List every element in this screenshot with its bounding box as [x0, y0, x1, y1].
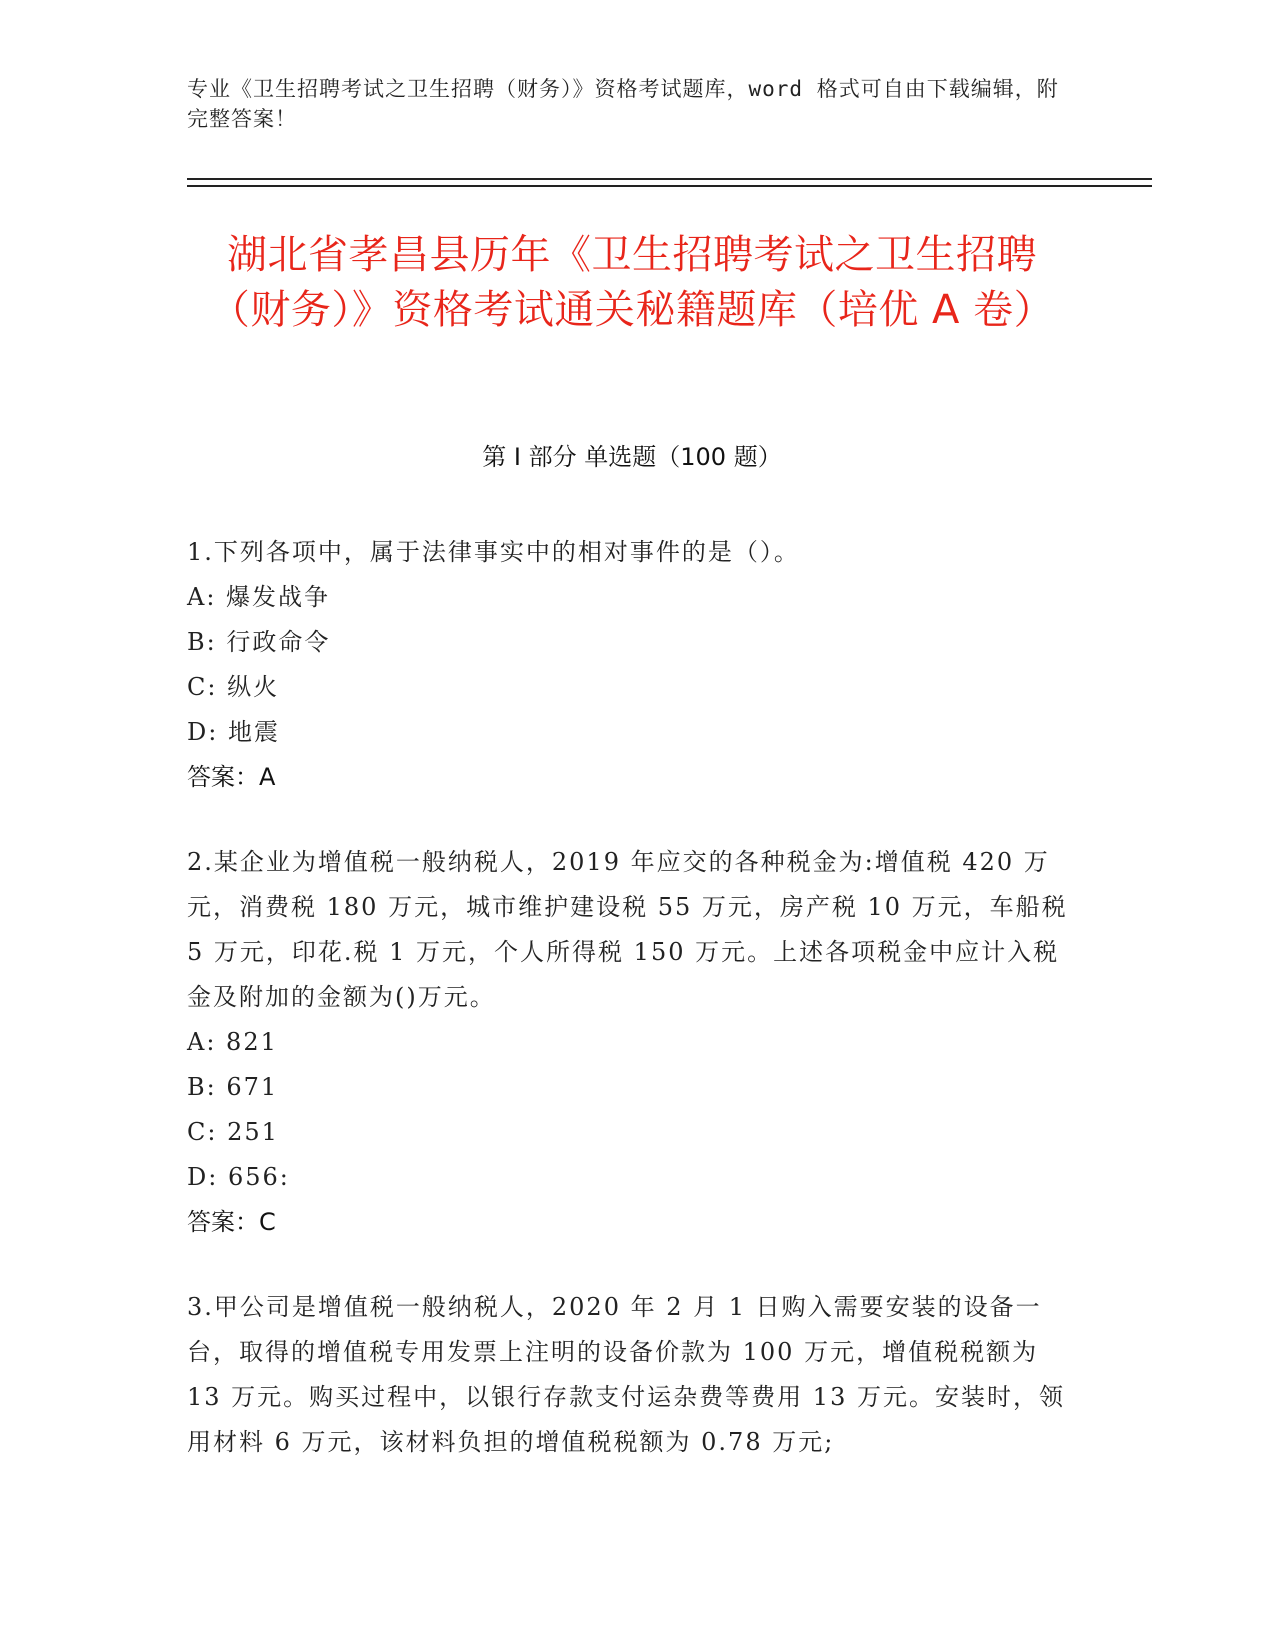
document-title: 湖北省孝昌县历年《卫生招聘考试之卫生招聘（财务）》资格考试通关秘籍题库（培优 A 卷） — [209, 232, 1055, 333]
option-a: A: 821 — [187, 1028, 278, 1056]
question-1 — [187, 530, 1077, 800]
question-stem: 2.某企业为增值税一般纳税人，2019 年应交的各种税金为:增值税 420 万元，消费税 180 万元，城市维护建设税 55 万元，房产税 10 万元，车船税 5 万元，印花.税 1 万元，个人所得税 150 万元。上述各项税金中应计入税金及附加的金额为()万元。 — [187, 848, 1068, 1011]
question-list — [187, 530, 1077, 1505]
option-b: B: 671 — [187, 1073, 279, 1101]
answer: 答案：A — [187, 763, 276, 791]
answer: 答案：C — [187, 1208, 276, 1236]
option-d: D: 地震 — [187, 718, 280, 746]
header-divider-top — [187, 178, 1152, 180]
header-note: 专业《卫生招聘考试之卫生招聘（财务）》资格考试题库，word 格式可自由下载编辑，附完整答案！ — [187, 77, 1059, 131]
header-divider-bottom — [187, 185, 1152, 187]
option-b: B: 行政命令 — [187, 628, 331, 656]
question-stem: 3.甲公司是增值税一般纳税人，2020 年 2 月 1 日购入需要安装的设备一台，取得的增值税专用发票上注明的设备价款为 100 万元，增值税税额为 13 万元。购买过程中，以银行存款支付运杂费等费用 13 万元。安装时，领用材料 6 万元，该材料负担的增值税税额为 0.78 万元; — [187, 1293, 1065, 1456]
section-title: 第 I 部分 单选题（100 题） — [482, 443, 782, 471]
option-d: D: 656: — [187, 1163, 290, 1191]
option-a: A: 爆发战争 — [187, 583, 331, 611]
option-c: C: 251 — [187, 1118, 279, 1146]
question-stem: 1.下列各项中，属于法律事实中的相对事件的是（）。 — [187, 538, 800, 566]
question-3 — [187, 1285, 1077, 1465]
option-c: C: 纵火 — [187, 673, 280, 701]
question-2 — [187, 840, 1077, 1245]
